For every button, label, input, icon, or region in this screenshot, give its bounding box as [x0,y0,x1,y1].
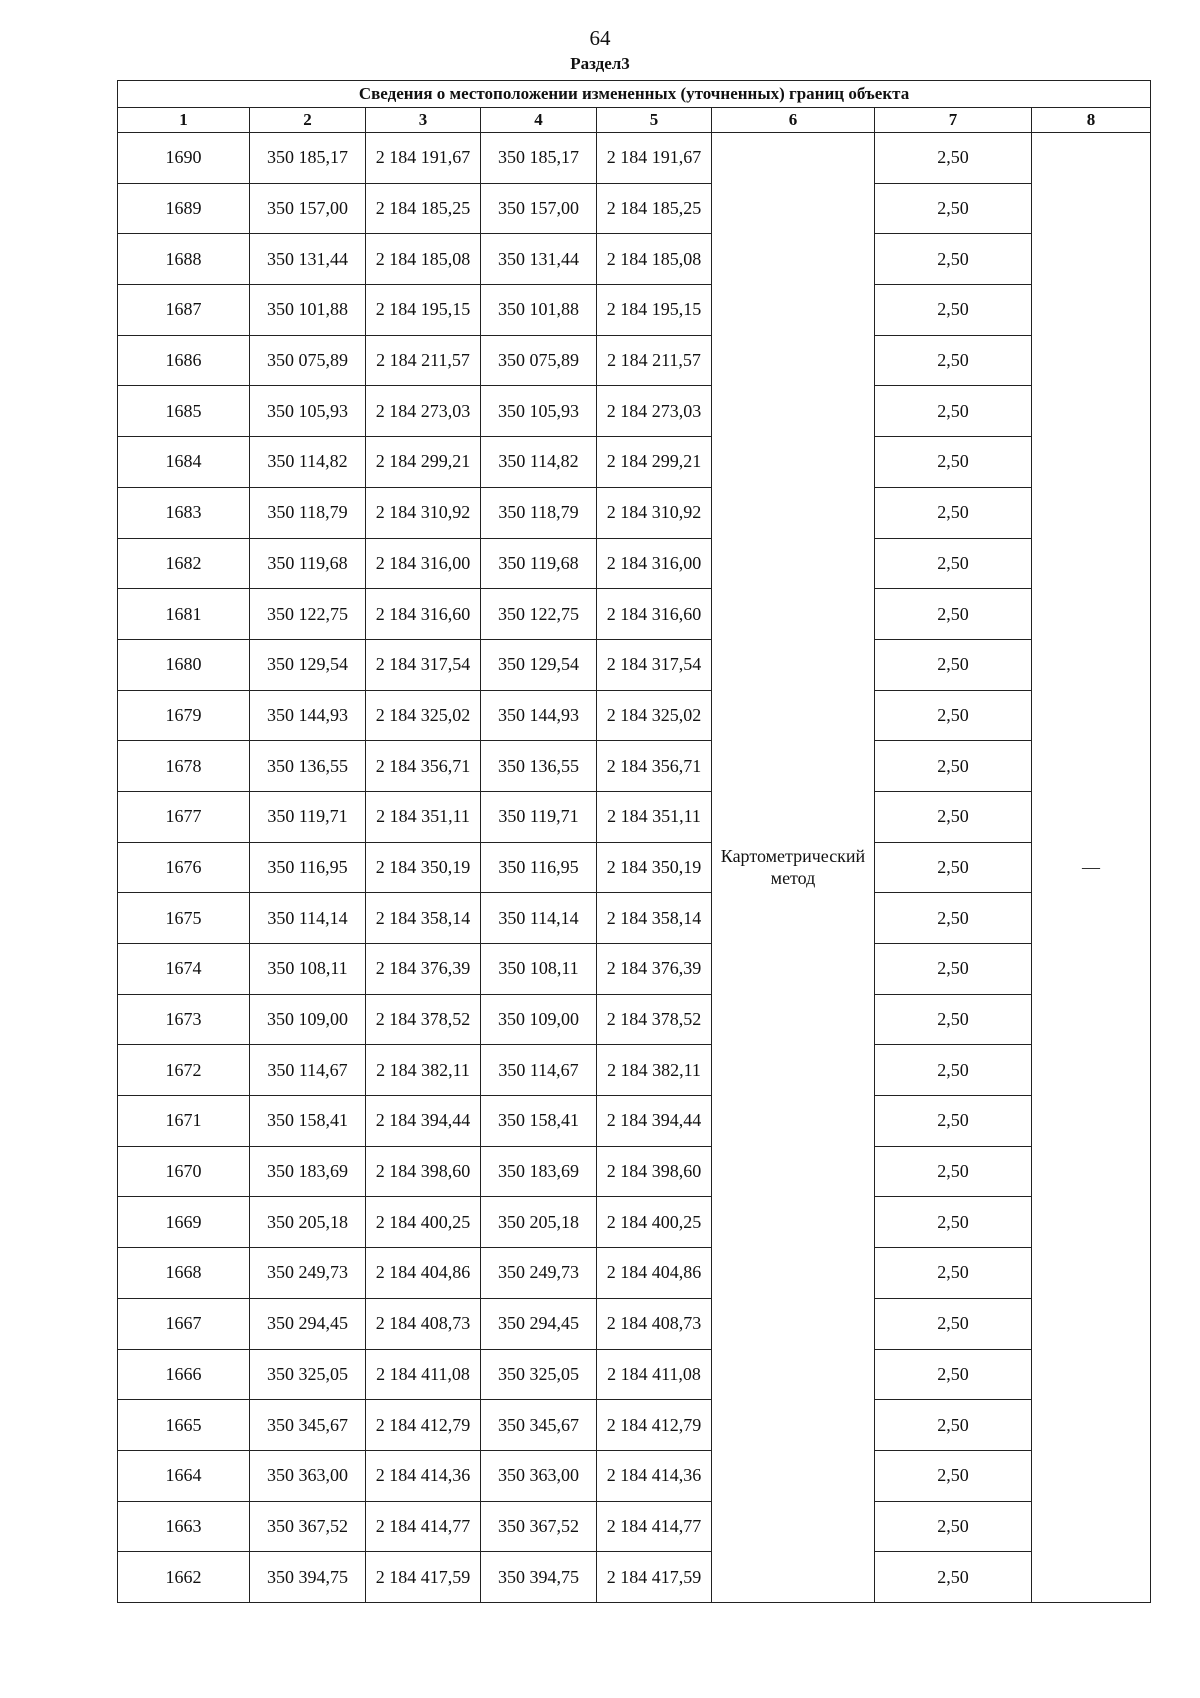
table-caption: Сведения о местоположении измененных (уточненных) границ объекта [118,81,1151,108]
y-coordinate-new-cell: 2 184 417,59 [597,1552,712,1603]
point-number-cell: 1670 [118,1146,250,1197]
y-coordinate-cell: 2 184 211,57 [366,335,481,386]
x-coordinate-new-cell: 350 131,44 [481,234,597,285]
accuracy-cell: 2,50 [875,893,1032,944]
x-coordinate-cell: 350 136,55 [250,741,366,792]
x-coordinate-cell: 350 114,82 [250,437,366,488]
x-coordinate-cell: 350 101,88 [250,285,366,336]
y-coordinate-new-cell: 2 184 400,25 [597,1197,712,1248]
point-number-cell: 1671 [118,1096,250,1147]
x-coordinate-new-cell: 350 136,55 [481,741,597,792]
accuracy-cell: 2,50 [875,1450,1032,1501]
table-row [118,1450,1151,1501]
accuracy-cell: 2,50 [875,1197,1032,1248]
x-coordinate-new-cell: 350 158,41 [481,1096,597,1147]
x-coordinate-cell: 350 394,75 [250,1552,366,1603]
accuracy-cell: 2,50 [875,741,1032,792]
y-coordinate-cell: 2 184 378,52 [366,994,481,1045]
accuracy-cell: 2,50 [875,437,1032,488]
x-coordinate-new-cell: 350 114,82 [481,437,597,488]
table-row [118,1197,1151,1248]
column8-cell: — [1032,133,1151,1603]
x-coordinate-new-cell: 350 116,95 [481,842,597,893]
y-coordinate-new-cell: 2 184 356,71 [597,741,712,792]
table-row [118,1552,1151,1603]
y-coordinate-cell: 2 184 185,25 [366,183,481,234]
table-row [118,842,1151,893]
table-row [118,639,1151,690]
accuracy-cell: 2,50 [875,1298,1032,1349]
page-number: 64 [589,26,611,50]
point-number-cell: 1668 [118,1248,250,1299]
coordinates-table [117,80,1151,1603]
y-coordinate-new-cell: 2 184 185,25 [597,183,712,234]
y-coordinate-cell: 2 184 411,08 [366,1349,481,1400]
y-coordinate-cell: 2 184 356,71 [366,741,481,792]
y-coordinate-cell: 2 184 412,79 [366,1400,481,1451]
y-coordinate-cell: 2 184 382,11 [366,1045,481,1096]
point-number-cell: 1677 [118,791,250,842]
x-coordinate-cell: 350 108,11 [250,944,366,995]
y-coordinate-new-cell: 2 184 273,03 [597,386,712,437]
y-coordinate-new-cell: 2 184 351,11 [597,791,712,842]
y-coordinate-cell: 2 184 317,54 [366,639,481,690]
y-coordinate-cell: 2 184 398,60 [366,1146,481,1197]
column-number-row [118,108,1151,133]
x-coordinate-new-cell: 350 325,05 [481,1349,597,1400]
table-row [118,1400,1151,1451]
y-coordinate-cell: 2 184 376,39 [366,944,481,995]
y-coordinate-cell: 2 184 299,21 [366,437,481,488]
x-coordinate-cell: 350 185,17 [250,133,366,184]
y-coordinate-cell: 2 184 316,60 [366,589,481,640]
y-coordinate-cell: 2 184 273,03 [366,386,481,437]
table-row [118,791,1151,842]
y-coordinate-new-cell: 2 184 404,86 [597,1248,712,1299]
x-coordinate-cell: 350 119,71 [250,791,366,842]
y-coordinate-cell: 2 184 325,02 [366,690,481,741]
method-cell: Картометрический метод [712,133,875,1603]
column-number: 1 [118,108,250,133]
x-coordinate-cell: 350 119,68 [250,538,366,589]
point-number-cell: 1676 [118,842,250,893]
y-coordinate-new-cell: 2 184 299,21 [597,437,712,488]
table-row [118,133,1151,184]
y-coordinate-cell: 2 184 414,36 [366,1450,481,1501]
x-coordinate-cell: 350 129,54 [250,639,366,690]
x-coordinate-new-cell: 350 157,00 [481,183,597,234]
x-coordinate-new-cell: 350 119,68 [481,538,597,589]
point-number-cell: 1685 [118,386,250,437]
point-number-cell: 1678 [118,741,250,792]
accuracy-cell: 2,50 [875,994,1032,1045]
y-coordinate-cell: 2 184 195,15 [366,285,481,336]
accuracy-cell: 2,50 [875,1349,1032,1400]
x-coordinate-new-cell: 350 185,17 [481,133,597,184]
accuracy-cell: 2,50 [875,487,1032,538]
x-coordinate-new-cell: 350 205,18 [481,1197,597,1248]
x-coordinate-new-cell: 350 249,73 [481,1248,597,1299]
column-number: 7 [875,108,1032,133]
point-number-cell: 1665 [118,1400,250,1451]
table-row [118,1298,1151,1349]
y-coordinate-new-cell: 2 184 398,60 [597,1146,712,1197]
y-coordinate-cell: 2 184 414,77 [366,1501,481,1552]
table-header [118,81,1151,133]
x-coordinate-cell: 350 118,79 [250,487,366,538]
y-coordinate-cell: 2 184 404,86 [366,1248,481,1299]
point-number-cell: 1672 [118,1045,250,1096]
y-coordinate-new-cell: 2 184 211,57 [597,335,712,386]
x-coordinate-new-cell: 350 394,75 [481,1552,597,1603]
point-number-cell: 1667 [118,1298,250,1349]
table-row [118,1501,1151,1552]
x-coordinate-new-cell: 350 294,45 [481,1298,597,1349]
y-coordinate-cell: 2 184 394,44 [366,1096,481,1147]
x-coordinate-cell: 350 205,18 [250,1197,366,1248]
y-coordinate-cell: 2 184 191,67 [366,133,481,184]
accuracy-cell: 2,50 [875,234,1032,285]
table-row [118,690,1151,741]
accuracy-cell: 2,50 [875,285,1032,336]
point-number-cell: 1690 [118,133,250,184]
x-coordinate-cell: 350 345,67 [250,1400,366,1451]
x-coordinate-cell: 350 249,73 [250,1248,366,1299]
accuracy-cell: 2,50 [875,1400,1032,1451]
point-number-cell: 1673 [118,994,250,1045]
x-coordinate-cell: 350 144,93 [250,690,366,741]
column-number: 8 [1032,108,1151,133]
accuracy-cell: 2,50 [875,1146,1032,1197]
x-coordinate-new-cell: 350 108,11 [481,944,597,995]
y-coordinate-cell: 2 184 408,73 [366,1298,481,1349]
y-coordinate-new-cell: 2 184 316,00 [597,538,712,589]
y-coordinate-new-cell: 2 184 350,19 [597,842,712,893]
x-coordinate-cell: 350 294,45 [250,1298,366,1349]
table-row [118,1349,1151,1400]
x-coordinate-new-cell: 350 129,54 [481,639,597,690]
table-row [118,994,1151,1045]
column-number: 6 [712,108,875,133]
y-coordinate-new-cell: 2 184 191,67 [597,133,712,184]
x-coordinate-cell: 350 325,05 [250,1349,366,1400]
accuracy-cell: 2,50 [875,1096,1032,1147]
accuracy-cell: 2,50 [875,1045,1032,1096]
y-coordinate-new-cell: 2 184 411,08 [597,1349,712,1400]
table-row [118,589,1151,640]
column-number: 3 [366,108,481,133]
table-row [118,285,1151,336]
table-row [118,335,1151,386]
table-row [118,1045,1151,1096]
x-coordinate-cell: 350 122,75 [250,589,366,640]
y-coordinate-new-cell: 2 184 414,77 [597,1501,712,1552]
y-coordinate-new-cell: 2 184 358,14 [597,893,712,944]
x-coordinate-cell: 350 183,69 [250,1146,366,1197]
y-coordinate-cell: 2 184 400,25 [366,1197,481,1248]
y-coordinate-new-cell: 2 184 376,39 [597,944,712,995]
y-coordinate-new-cell: 2 184 195,15 [597,285,712,336]
x-coordinate-new-cell: 350 101,88 [481,285,597,336]
x-coordinate-cell: 350 131,44 [250,234,366,285]
x-coordinate-new-cell: 350 075,89 [481,335,597,386]
x-coordinate-cell: 350 367,52 [250,1501,366,1552]
table-row [118,893,1151,944]
y-coordinate-cell: 2 184 310,92 [366,487,481,538]
table-row [118,234,1151,285]
accuracy-cell: 2,50 [875,386,1032,437]
x-coordinate-cell: 350 363,00 [250,1450,366,1501]
y-coordinate-new-cell: 2 184 394,44 [597,1096,712,1147]
y-coordinate-new-cell: 2 184 414,36 [597,1450,712,1501]
table-row [118,741,1151,792]
x-coordinate-cell: 350 105,93 [250,386,366,437]
point-number-cell: 1663 [118,1501,250,1552]
table-row [118,538,1151,589]
point-number-cell: 1664 [118,1450,250,1501]
x-coordinate-cell: 350 114,67 [250,1045,366,1096]
column-number: 4 [481,108,597,133]
y-coordinate-cell: 2 184 350,19 [366,842,481,893]
accuracy-cell: 2,50 [875,133,1032,184]
y-coordinate-cell: 2 184 358,14 [366,893,481,944]
accuracy-cell: 2,50 [875,1501,1032,1552]
x-coordinate-cell: 350 157,00 [250,183,366,234]
y-coordinate-new-cell: 2 184 382,11 [597,1045,712,1096]
x-coordinate-new-cell: 350 144,93 [481,690,597,741]
table-row [118,944,1151,995]
y-coordinate-cell: 2 184 417,59 [366,1552,481,1603]
x-coordinate-cell: 350 116,95 [250,842,366,893]
accuracy-cell: 2,50 [875,1552,1032,1603]
x-coordinate-new-cell: 350 183,69 [481,1146,597,1197]
x-coordinate-new-cell: 350 363,00 [481,1450,597,1501]
table-body [118,133,1151,1603]
accuracy-cell: 2,50 [875,944,1032,995]
x-coordinate-new-cell: 350 114,14 [481,893,597,944]
point-number-cell: 1681 [118,589,250,640]
point-number-cell: 1662 [118,1552,250,1603]
x-coordinate-new-cell: 350 122,75 [481,589,597,640]
x-coordinate-new-cell: 350 345,67 [481,1400,597,1451]
y-coordinate-cell: 2 184 316,00 [366,538,481,589]
x-coordinate-new-cell: 350 105,93 [481,386,597,437]
table-caption-row [118,81,1151,108]
y-coordinate-new-cell: 2 184 185,08 [597,234,712,285]
accuracy-cell: 2,50 [875,183,1032,234]
accuracy-cell: 2,50 [875,639,1032,690]
point-number-cell: 1674 [118,944,250,995]
y-coordinate-new-cell: 2 184 412,79 [597,1400,712,1451]
column-number: 2 [250,108,366,133]
point-number-cell: 1683 [118,487,250,538]
table-row [118,487,1151,538]
y-coordinate-cell: 2 184 185,08 [366,234,481,285]
point-number-cell: 1688 [118,234,250,285]
x-coordinate-new-cell: 350 367,52 [481,1501,597,1552]
accuracy-cell: 2,50 [875,842,1032,893]
accuracy-cell: 2,50 [875,335,1032,386]
x-coordinate-new-cell: 350 119,71 [481,791,597,842]
point-number-cell: 1686 [118,335,250,386]
accuracy-cell: 2,50 [875,589,1032,640]
column-number: 5 [597,108,712,133]
point-number-cell: 1679 [118,690,250,741]
section-title: Раздел3 [570,54,630,73]
point-number-cell: 1682 [118,538,250,589]
point-number-cell: 1687 [118,285,250,336]
table-row [118,1248,1151,1299]
table-row [118,437,1151,488]
y-coordinate-new-cell: 2 184 408,73 [597,1298,712,1349]
x-coordinate-cell: 350 109,00 [250,994,366,1045]
y-coordinate-new-cell: 2 184 378,52 [597,994,712,1045]
table-row [118,1096,1151,1147]
table-row [118,1146,1151,1197]
point-number-cell: 1669 [118,1197,250,1248]
accuracy-cell: 2,50 [875,1248,1032,1299]
x-coordinate-cell: 350 114,14 [250,893,366,944]
x-coordinate-cell: 350 158,41 [250,1096,366,1147]
accuracy-cell: 2,50 [875,690,1032,741]
y-coordinate-new-cell: 2 184 316,60 [597,589,712,640]
y-coordinate-cell: 2 184 351,11 [366,791,481,842]
point-number-cell: 1680 [118,639,250,690]
x-coordinate-cell: 350 075,89 [250,335,366,386]
accuracy-cell: 2,50 [875,538,1032,589]
point-number-cell: 1666 [118,1349,250,1400]
x-coordinate-new-cell: 350 118,79 [481,487,597,538]
point-number-cell: 1689 [118,183,250,234]
accuracy-cell: 2,50 [875,791,1032,842]
x-coordinate-new-cell: 350 109,00 [481,994,597,1045]
y-coordinate-new-cell: 2 184 317,54 [597,639,712,690]
y-coordinate-new-cell: 2 184 310,92 [597,487,712,538]
x-coordinate-new-cell: 350 114,67 [481,1045,597,1096]
point-number-cell: 1675 [118,893,250,944]
table-row [118,183,1151,234]
table-row [118,386,1151,437]
y-coordinate-new-cell: 2 184 325,02 [597,690,712,741]
point-number-cell: 1684 [118,437,250,488]
